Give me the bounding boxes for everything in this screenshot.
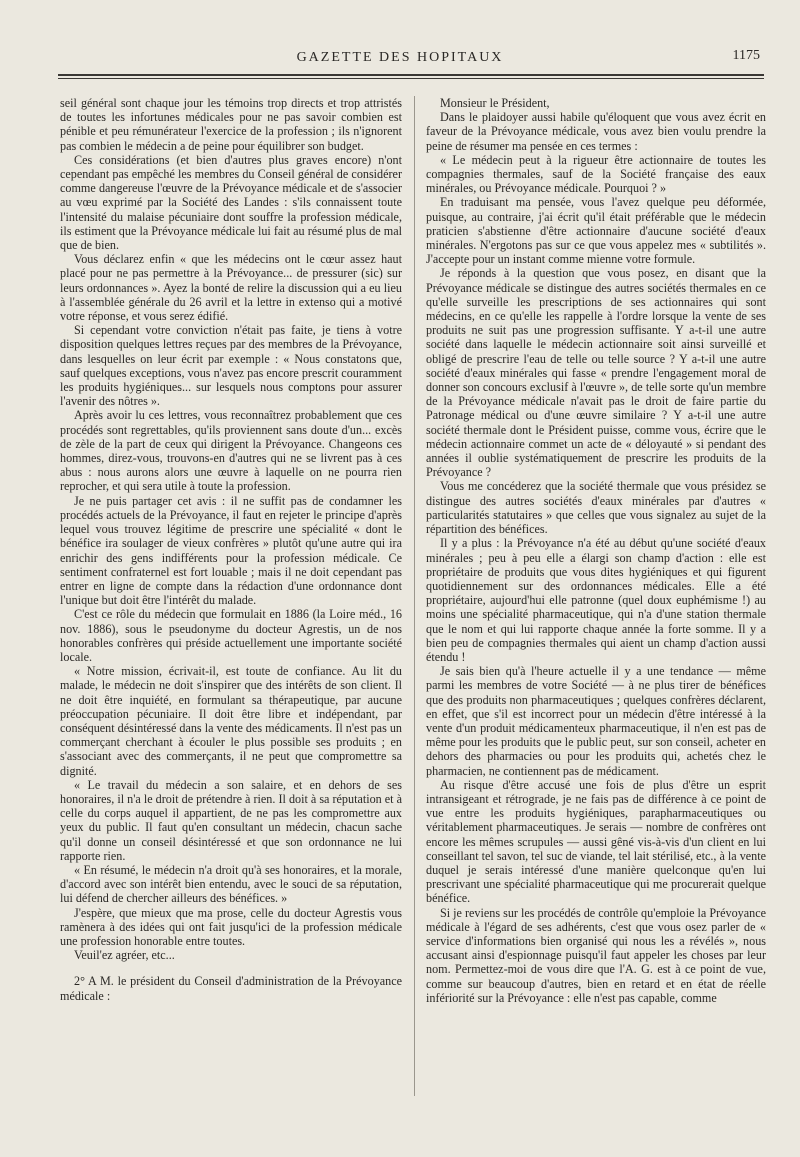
page-header (0, 50, 800, 72)
paragraph: « Le travail du médecin a son salaire, et en dehors de ses honoraires, il n'a le droit de prétendre à rien. Il doit à sa réputation et à celle du corps auquel il appartient, de ne pas les compromettre aux yeux du public. Il faut qu'en consultant un médecin, chacun sache qu'il donne un conseil désintéressé et que son ordonnance ne lui rapporte rien. (60, 777, 402, 863)
paragraph: J'espère, que mieux que ma prose, celle du docteur Agrestis vous ramènera à des idées qui ont fait jusqu'ici de la profession médicale une profession honorable entre toutes. (60, 905, 402, 948)
paragraph: C'est ce rôle du médecin que formulait en 1886 (la Loire méd., 16 nov. 1886), sous le pseudonyme du docteur Agrestis, un de nos honorables confrères qui préside actuellement une importante société locale. (60, 607, 402, 664)
left-column (60, 96, 402, 1003)
paragraph: Si cependant votre conviction n'était pas faite, je tiens à votre disposition quelques lettres reçues par des membres de la Prévoyance, dans lesquelles on leur écrit par exemple : « Nous constatons que, sauf quelques exceptions, vous n'avez pas encore prescrit couramment les produits hygiéniques... sur lesquels nous comptons pour assurer l'avenir des nôtres ». (60, 323, 402, 409)
paragraph: 2° A M. le président du Conseil d'administration de la Prévoyance médicale : (60, 974, 402, 1003)
paragraph: Après avoir lu ces lettres, vous reconnaîtrez probablement que ces procédés sont regrettables, qu'ils proviennent sans doute d'un... excès de zèle de la part de ceux qui dirigent la Prévoyance. Changeons ces hommes, direz-vous, trouvons-en d'autres qui ne se livrent pas à ces abus : nous aurons alors une œuvre à laquelle on ne pourra rien reprocher, et qui sera utile à toute la profession. (60, 408, 402, 494)
paragraph: Vous déclarez enfin « que les médecins ont le cœur assez haut placé pour ne pas permettre à la Prévoyance... de pressurer (sic) sur leurs ordonnances ». Ayez la bonté de relire la discussion qui a eu lieu à l'assemblée générale du 26 avril et la lettre in extenso qui a motivé votre réponse, et vous serez édifié. (60, 252, 402, 324)
paragraph: Dans le plaidoyer aussi habile qu'éloquent que vous avez écrit en faveur de la Prévoyance médicale, vous avez bien voulu prendre la peine de résumer ma pensée en ces termes : (426, 110, 766, 153)
column-divider (414, 96, 415, 1096)
paragraph: Si je reviens sur les procédés de contrôle qu'emploie la Prévoyance médicale à l'égard de ses adhérents, c'est que vous osez parler de « service d'informations bien organisé qui nous les a révélés », nous accusant ainsi d'espionnage puisqu'il faut appeler les choses par leur nom. Permettez-moi de vous dire que l'A. G. est à ce point de vue, comme sur beaucoup d'autres, bien en retard et en état de réelle infériorité sur la Prévoyance : elle n'est pas capable, comme (426, 905, 766, 1005)
running-title: GAZETTE DES HOPITAUX (296, 50, 504, 65)
paragraph: « Le médecin peut à la rigueur être actionnaire de toutes les compagnies thermales, sauf de la Société française des eaux minérales, ou Prévoyance médicale. Pourquoi ? » (426, 152, 766, 196)
paragraph: En traduisant ma pensée, vous l'avez quelque peu déformée, puisque, au contraire, j'ai écrit qu'il était préférable que le médecin praticien s'abstienne d'être actionnaire d'aucune société d'eaux minérales. N'ergotons pas sur ce que vous appelez mes « subtilités ». J'accepte pour un instant comme mienne votre formule. (426, 195, 766, 267)
header-rule-thin (58, 78, 764, 79)
paragraph: seil général sont chaque jour les témoins trop directs et trop attristés de toutes les infortunes médicales pour ne pas savoir combien est pénible et peu rémunérateur l'exercice de la profession ; ils n'ignorent pas combien le médecin a de peine pour équilibrer son budget. (60, 96, 402, 153)
paragraph: Au risque d'être accusé une fois de plus d'être un esprit intransigeant et rétrograde, je ne fais pas de différence à ce point de vue entre les produits hygiéniques, parapharmaceutiques ou véritablement pharmaceutiques. Je serais — nombre de confrères ont encore les mêmes scrupules — aussi gêné vis-à-vis d'un client en lui conseillant tel savon, tel suc de viande, tel lait stérilisé, etc., à la vente duquel je serais intéressé d'une manière quelconque qu'en lui prescrivant une spécialité pharmaceutique qui me procurerait quelque bénéfice. (426, 777, 766, 906)
paragraph: Je réponds à la question que vous posez, en disant que la Prévoyance médicale se distingue des autres sociétés thermales en ce qu'elle surveille les prescriptions de ses actionnaires qui sont médecins, en ce qu'elle les rappelle à l'ordre lorsque la vente de ses produits ne suit pas une progression suffisante. Y a-t-il une autre société dans laquelle le médecin actionnaire soit ainsi surveillé et obligé de prescrire l'eau de telle ou telle source ? Y a-t-il une autre société d'eaux minérales qui fasse « prendre l'engagement moral de donner son concours exclusif à l'œuvre », de telle sorte qu'un membre de la Prévoyance médicale n'avait pas le droit de faire partie du Patronage médical ou d'une œuvre similaire ? Y a-t-il une autre société thermale dont le Président puisse, comme vous, écrire que le médecin actionnaire commet un acte de « déloyauté » si pendant des années il oublie systématiquement de prescrire les produits de la Prévoyance ? (426, 266, 766, 480)
header-rule (58, 74, 764, 76)
page-number: 1175 (732, 48, 760, 63)
paragraph: Je ne puis partager cet avis : il ne suffit pas de condamner les procédés actuels de la Prévoyance, il faut en rejeter le principe d'après lequel vous trouvez légitime de prescrire une spécialité « dont le bénéfice ira soulager de vieux confrères » plutôt qu'une autre qui ira enrichir des gens indifférents pour la profession médicale. Ce sentiment confraternel est fort louable ; mais il ne doit cependant pas entrer en ligne de compte dans la rédaction d'une ordonnance dont l'unique but doit être l'intérêt du malade. (60, 493, 402, 608)
paragraph: « Notre mission, écrivait-il, est toute de confiance. Au lit du malade, le médecin ne doit s'inspirer que des intérêts de son client. Il ne doit être inquiété, en formulant sa thérapeutique, par aucune préoccupation pécuniaire. Il doit être libre et indépendant, par conséquent désintéressé dans la vente des médicaments. Il n'est pas un commerçant cherchant à écouler le plus possible ses produits ; en s'associant avec des commerçants, il ne peut que compromettre sa dignité. (60, 664, 402, 778)
paragraph: « En résumé, le médecin n'a droit qu'à ses honoraires, et la morale, d'accord avec son intérêt bien entendu, avec le souci de sa réputation, lui défend de chercher ailleurs des bénéfices. » (60, 862, 402, 906)
paragraph: Je sais bien qu'à l'heure actuelle il y a une tendance — même parmi les membres de votre Société — à ne plus tirer de bénéfices que des produits non pharmaceutiques ; quelques confrères déclarent, en effet, que s'il est incorrect pour un médecin d'être intéressé à la vente d'un produit médicamenteux pharmaceutique, il n'en est pas de même pour les produits que le public peut, sur son conseil, acheter en dehors des pharmacies ou pour les produits qui, achetés chez le pharmacien, ne contiennent pas de médicament. (426, 664, 766, 778)
paragraph: Ces considérations (et bien d'autres plus graves encore) n'ont cependant pas empêché les membres du Conseil général de considérer comme dangereuse l'œuvre de la Prévoyance médicale et de s'associer au vœu exprimé par la Société des Landes : s'ils connaissent toute l'intensité du malaise pécuniaire dont souffre la profession médicale, ils estiment que la Prévoyance médicale lui fait au résumé plus de mal que de bien. (60, 152, 402, 253)
paragraph: Il y a plus : la Prévoyance n'a été au début qu'une société d'eaux minérales ; peu à peu elle a élargi son champ d'action : elle est propriétaire de produits que vous dites hygiéniques et qui figurent quotidiennement sur des ordonnances médicales. Elle a été propriétaire, aujourd'hui elle patronne (quel doux euphémisme !) au moins une spécialité pharmaceutique, qui n'a d'une station thermale que le nom et qui lui rapporte chaque année la forte somme. Il y a bien peu de compagnies thermales qui aient un champ d'action aussi étendu ! (426, 536, 766, 664)
right-column (426, 96, 766, 1005)
paragraph: Vous me concéderez que la société thermale que vous présidez se distingue des autres sociétés d'eaux minérales par d'autres « particularités statutaires » que celles que vous signalez au sujet de la répartition des bénéfices. (426, 479, 766, 537)
paragraph: Veuil'ez agréer, etc... (74, 948, 175, 963)
paragraph: Monsieur le Président, (440, 96, 550, 110)
